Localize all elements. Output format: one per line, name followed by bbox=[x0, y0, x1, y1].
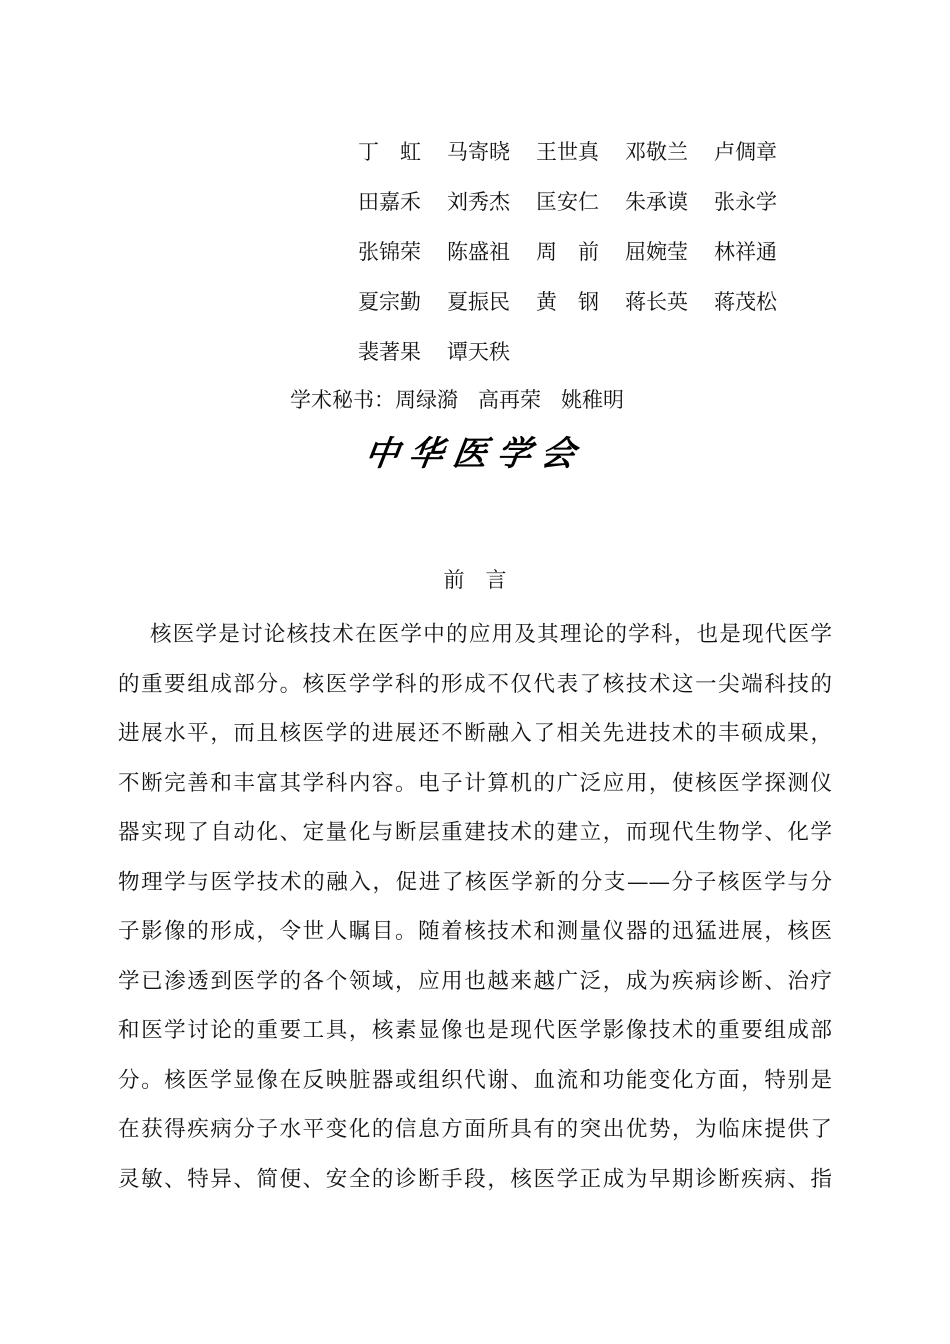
preface-line: 在获得疾病分子水平变化的信息方面所具有的突出优势，为临床提供了 bbox=[118, 1117, 832, 1142]
preface-body bbox=[118, 610, 832, 1204]
committee-row bbox=[358, 180, 803, 230]
preface-line: 子影像的形成，令世人瞩目。随着核技术和测量仪器的迅猛进展，核医 bbox=[118, 919, 832, 944]
preface-line: 灵敏、特异、简便、安全的诊断手段，核医学正成为早期诊断疾病、指 bbox=[118, 1166, 832, 1192]
committee-member: 夏宗勤 bbox=[358, 290, 421, 314]
committee-member: 夏振民 bbox=[447, 290, 510, 314]
committee-member: 屈婉莹 bbox=[625, 240, 688, 264]
committee-member: 马寄晓 bbox=[447, 140, 510, 164]
committee-member: 张永学 bbox=[714, 190, 777, 214]
preface-line: 进展水平，而且核医学的进展还不断融入了相关先进技术的丰硕成果， bbox=[118, 721, 832, 746]
committee-member: 黄 钢 bbox=[536, 290, 599, 314]
committee-member: 丁 虹 bbox=[358, 140, 421, 164]
preface-line: 和医学讨论的重要工具，核素显像也是现代医学影像技术的重要组成部 bbox=[118, 1018, 832, 1043]
preface-title: 前 言 bbox=[443, 568, 507, 592]
academic-secretary bbox=[290, 380, 624, 420]
committee-member: 蒋长英 bbox=[625, 290, 688, 314]
secretary-label: 学术秘书： bbox=[290, 388, 395, 412]
committee-member: 卢倜章 bbox=[714, 140, 777, 164]
committee-member: 陈盛祖 bbox=[447, 240, 510, 264]
committee-member: 张锦荣 bbox=[358, 240, 421, 264]
committee-row bbox=[358, 280, 803, 330]
preface-line: 器实现了自动化、定量化与断层重建技术的建立，而现代生物学、化学 bbox=[118, 820, 832, 845]
secretary-name: 姚稚明 bbox=[561, 388, 624, 412]
committee-member: 蒋茂松 bbox=[714, 290, 777, 314]
committee-member: 林祥通 bbox=[714, 240, 777, 264]
committee-member: 朱承谟 bbox=[625, 190, 688, 214]
committee-member: 谭天秩 bbox=[447, 340, 510, 364]
committee-member: 匡安仁 bbox=[536, 190, 599, 214]
committee-member: 裴著果 bbox=[358, 340, 421, 364]
committee-member: 邓敬兰 bbox=[625, 140, 688, 164]
committee-member: 田嘉禾 bbox=[358, 190, 421, 214]
committee-member: 周 前 bbox=[536, 240, 599, 264]
secretary-name: 周绿漪 bbox=[395, 388, 458, 412]
preface-line: 分。核医学显像在反映脏器或组织代谢、血流和功能变化方面，特别是 bbox=[118, 1067, 832, 1093]
preface-line: 物理学与医学技术的融入，促进了核医学新的分支——分子核医学与分 bbox=[118, 869, 832, 895]
committee-member: 刘秀杰 bbox=[447, 190, 510, 214]
preface-line: 不断完善和丰富其学科内容。电子计算机的广泛应用，使核医学探测仪 bbox=[118, 770, 832, 796]
secretary-name: 高再荣 bbox=[478, 388, 541, 412]
organization-calligraphy: 中华医学会 bbox=[362, 434, 588, 474]
committee-row bbox=[358, 230, 803, 280]
committee-row bbox=[358, 130, 803, 180]
preface-line: 学已渗透到医学的各个领域，应用也越来越广泛，成为疾病诊断、治疗 bbox=[118, 968, 832, 994]
committee-row bbox=[358, 330, 803, 380]
preface-line: 的重要组成部分。核医学学科的形成不仅代表了核技术这一尖端科技的 bbox=[118, 671, 832, 697]
committee-member: 王世真 bbox=[536, 140, 599, 164]
preface-line: 核医学是讨论核技术在医学中的应用及其理论的学科，也是现代医学 bbox=[150, 622, 832, 647]
committee-names bbox=[358, 130, 803, 380]
